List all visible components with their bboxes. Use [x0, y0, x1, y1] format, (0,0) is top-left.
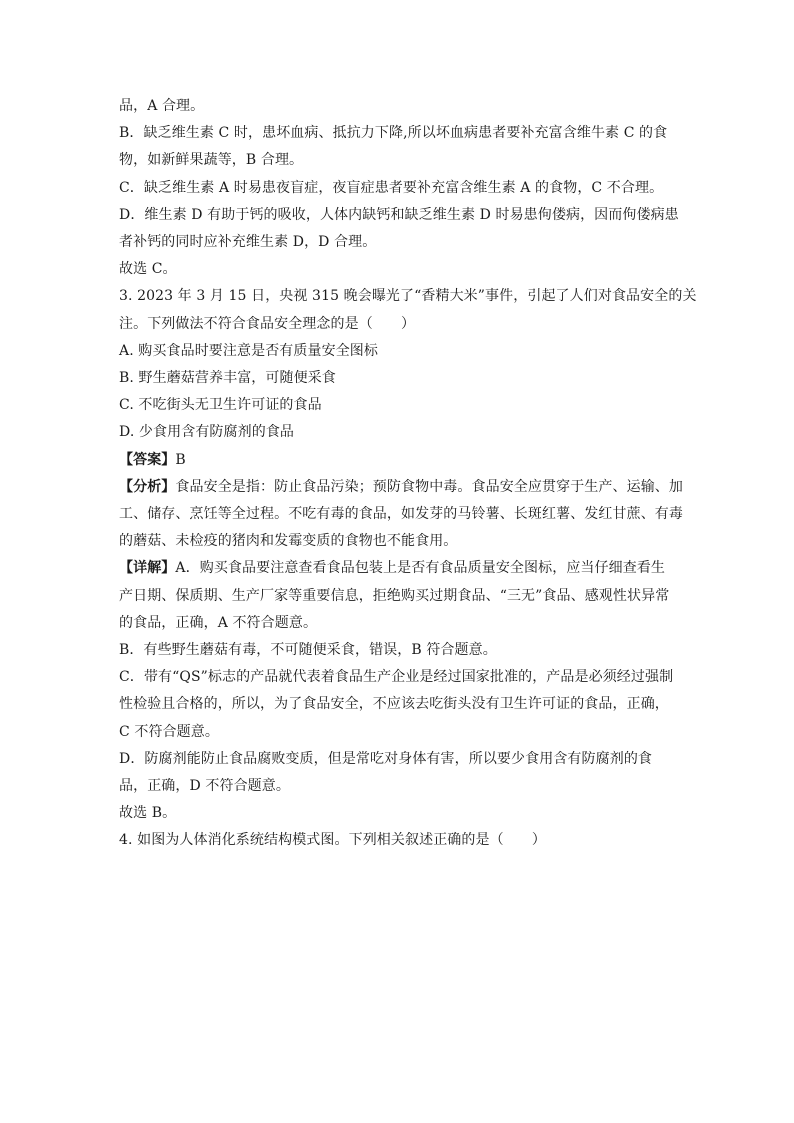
q3-option-c: C. 不吃街头无卫生许可证的食品 — [119, 397, 322, 414]
detail-a-text-1: A．购买食品要注意查看食品包装上是否有食品质量安全图标，应当仔细查看生 — [175, 560, 666, 577]
q3-detail-b: B．有些野生蘑菇有毒，不可随便采食，错误，B 符合题意。 — [119, 642, 497, 659]
q3-option-a: A. 购买食品时要注意是否有质量安全图标 — [119, 342, 379, 359]
q3-analysis-line-2: 工、储存、烹饪等全过程。不吃有毒的食品，如发芽的马铃薯、长斑红薯、发红甘蔗、有毒 — [119, 506, 683, 523]
analysis-label: 【分析】 — [119, 478, 176, 495]
answer-label: 【答案】 — [119, 451, 176, 468]
q3-detail-d-line-2: 品，正确，D 不符合题意。 — [119, 778, 290, 795]
detail-label: 【详解】 — [119, 560, 176, 577]
analysis-text-1: 食品安全是指：防止食品污染；预防食物中毒。食品安全应贯穿于生产、运输、加 — [175, 478, 684, 495]
q3-analysis-line-1 — [119, 474, 689, 501]
q2-option-b-line-2: 物，如新鲜果蔬等，B 合理。 — [119, 152, 304, 169]
q3-analysis-line-3: 的蘑菇、未检疫的猪肉和发霉变质的食物也不能食用。 — [119, 533, 458, 550]
q4-stem: 4. 如图为人体消化系统结构模式图。下列相关叙述正确的是（ ） — [119, 832, 547, 849]
q2-option-d-line-1: D．维生素 D 有助于钙的吸收，人体内缺钙和缺乏维生素 D 时易患佝偻病，因而佝偻病患 — [119, 206, 679, 223]
q3-option-d: D. 少食用含有防腐剂的食品 — [119, 424, 295, 441]
q3-stem-line-2: 注。下列做法不符合食品安全理念的是（ ） — [119, 315, 416, 332]
q3-detail-a-line-1 — [119, 555, 689, 582]
q3-detail-d-line-1: D．防腐剂能防止食品腐败变质，但是常吃对身体有害，所以要少食用含有防腐剂的食 — [119, 750, 653, 767]
q3-stem-line-1: 3. 2023 年 3 月 15 日，央视 315 晚会曝光了“香精大米”事件，引起了人们对食品安全的关 — [119, 288, 697, 305]
q3-option-b: B. 野生蘑菇营养丰富，可随便采食 — [119, 370, 336, 387]
q2-option-a-continuation: 品，A 合理。 — [119, 98, 205, 114]
q2-option-c: C．缺乏维生素 A 时易患夜盲症，夜盲症患者要补充富含维生素 A 的食物，C 不合理。 — [119, 179, 664, 196]
q2-conclusion: 故选 C。 — [119, 261, 177, 278]
answer-value: B — [175, 451, 186, 468]
page-content — [119, 93, 697, 855]
q3-conclusion: 故选 B。 — [119, 805, 177, 822]
q3-detail-a-line-3: 的食品，正确，A 不符合题意。 — [119, 614, 318, 631]
q2-option-d-line-2: 者补钙的同时应补充维生素 D，D 合理。 — [119, 234, 377, 251]
q2-option-b-line-1: B．缺乏维生素 C 时，患坏血病、抵抗力下降,所以坏血病患者要补充富含维牛素 C 的食 — [119, 125, 668, 142]
q3-answer — [119, 447, 689, 474]
q3-detail-c-line-1: C．带有“QS”标志的产品就代表着食品生产企业是经过国家批准的，产品是必须经过强制 — [119, 669, 674, 686]
q3-detail-c-line-2: 性检验且合格的，所以，为了食品安全，不应该去吃街头没有卫生许可证的食品，正确， — [119, 696, 669, 713]
q3-detail-a-line-2: 产日期、保质期、生产厂家等重要信息，拒绝购买过期食品、“三无”食品、感观性状异常 — [119, 587, 670, 604]
q3-detail-c-line-3: C 不符合题意。 — [119, 723, 219, 740]
